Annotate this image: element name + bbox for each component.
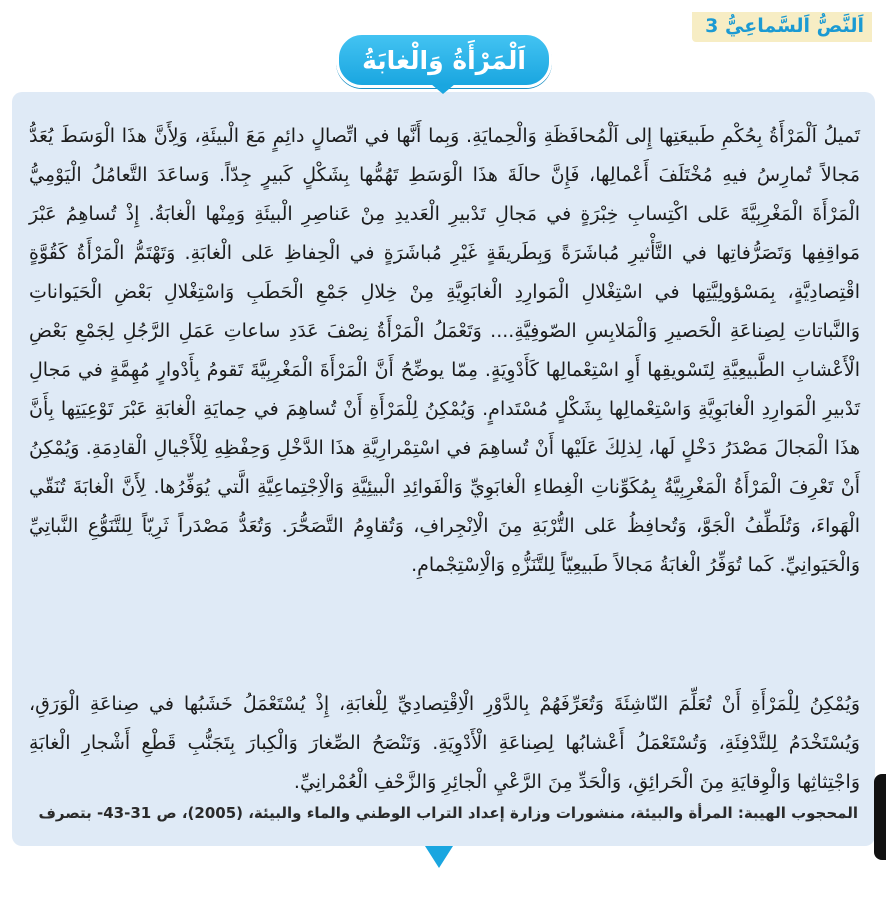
section-label (692, 12, 872, 42)
section-label-text: اَلنَّصُّ اَلسَّماعِيُّ 3 (705, 15, 864, 37)
page-title: اَلْمَرْأَةُ وَالْغابَةُ (362, 45, 526, 75)
title-banner (336, 32, 552, 88)
title-pointer-shape (431, 84, 455, 94)
paragraph-1: تَميلُ اَلْمَرْأَةُ بِحُكْمِ طَبيعَتِها إِلى اَلْمُحافَظَةِ وَالْحِمايَةِ. وَبِما أَنَّها في اتِّصالٍ دائِمٍ مَعَ الْبيئَةِ، وَلِأَنَّ هذَا الْوَسَطَ يُعَدُّ مَجالاً تُمارِسُ فيهِ مُخْتَلَفَ أَعْمالِها، فَإِنَّ حالَةَ هذَا الْوَسَطِ تَهُمُّها بِشَكْلٍ كَبيرٍ جِدّاً. وَساعَدَ التَّعامُلُ الْيَوْمِيُّ الْمَرْأَةَ الْمَغْرِبِيَّةَ عَلى اكْتِسابِ خِبْرَةٍ في مَجالِ تَدْبيرِ الْعَديدِ مِنْ عَناصِرِ الْبيئَةِ وَمِنْها الْغابَةُ. إِذْ تُساهِمُ عَبْرَ مَواقِفِها وَتَصَرُّفاتِها في التَّأْثيرِ مُباشَرَةً وَبِطَريقَةٍ غَيْرِ مُباشَرَةٍ في الْحِفاظِ عَلى الْغابَةِ. وَتَهْتَمُّ الْمَرْأَةُ كَقُوَّةٍ اقْتِصادِيَّةٍ، بِمَسْؤولِيَّتِها في اسْتِغْلالِ الْمَوارِدِ الْغابَوِيَّةِ مِنْ خِلالِ جَمْعِ الْحَطَبِ وَاسْتِغْلالِ بَعْضِ الْحَيَواناتِ وَالنَّباتاتِ لِصِناعَةِ الْحَصيرِ وَالْمَلابِسِ الصّوفِيَّةِ.... وَتَعْمَلُ الْمَرْأَةُ نِصْفَ عَدَدِ ساعاتِ عَمَلِ الرَّجُلِ لِجَمْعِ بَعْضِ الْأَعْشابِ الطَّبيعِيَّةِ لِتَسْويقِها أَوِ اسْتِعْمالِها كَأَدْوِيَةٍ. مِمّا يوضِّحُ أَنَّ الْمَرْأَةَ الْمَغْرِبِيَّةَ تَقومُ بِأَدْوارٍ مُهِمَّةٍ في مَجالِ تَدْبيرِ الْمَوارِدِ الْغابَوِيَّةِ وَاسْتِعْمالِها بِشَكْلٍ مُسْتَدامٍ. وَيُمْكِنُ لِلْمَرْأَةِ أَنْ تُساهِمَ في حِمايَةِ الْغابَةِ عَبْرَ تَوْعِيَتِها بِأَنَّ هذَا الْمَجالَ مَصْدَرُ دَخْلٍ لَها، لِذلِكَ عَلَيْها أَنْ تُساهِمَ في اسْتِمْرارِيَّةِ هذَا الدَّخْلِ وَحِفْظِهِ لِلْأَجْيالِ الْقادِمَةِ. وَيُمْكِنُ أَنْ تَعْرِفَ الْمَرْأَةُ الْمَغْرِبِيَّةُ بِمُكَوِّناتِ الْغِطاءِ الْغابَوِيِّ وَالْفَوائِدِ الْبيئِيَّةِ وَالْاِجْتِماعِيَّةِ الَّتي يُوَفِّرُها. لِأَنَّ الْغابَةَ تُنَقّي الْهَواءَ، وَتُلَطِّفُ الْجَوَّ، وَتُحافِظُ عَلى التُّرْبَةِ مِنَ الْاِنْجِرافِ، وَتُقاوِمُ التَّصَحُّرَ. وَتُعَدُّ مَصْدَراً ثَرِيّاً لِلتَّنَوُّعِ النَّباتِيِّ وَالْحَيَوانِيِّ. كَما تُوَفِّرُ الْغابَةُ مَجالاً طَبيعِيّاً لِلتَّنَزُّهِ وَالْاِسْتِجْمامِ. (29, 125, 860, 576)
page-edge-tab (874, 774, 886, 860)
source-citation: المحجوب الهيبة: المرأة والبيئة، منشورات وزارة إعداد التراب الوطني والماء والبيئة، (2005)، ص 31-43- بتصرف (38, 804, 858, 822)
paragraph-2: وَيُمْكِنُ لِلْمَرْأَةِ أَنْ تُعَلِّمَ النّاشِئَةَ وَتُعَرِّفَهُمْ بِالدَّوْرِ الْاِقْتِصادِيِّ لِلْغابَةِ، إِذْ يُسْتَعْمَلُ خَشَبُها في صِناعَةِ الْوَرَقِ، وَيُسْتَخْدَمُ لِلتَّدْفِئَةِ، وَتُسْتَعْمَلُ أَعْشابُها لِصِناعَةِ الْأَدْوِيَةِ. وَتَنْصَحُ الصِّغارَ وَالْكِبارَ بِتَجَنُّبِ قَطْعِ أَشْجارِ الْغابَةِ وَاجْتِثاثِها وَالْوِقايَةِ مِنَ الْحَرائِقِ، وَالْحَدِّ مِنَ الرَّعْيِ الْجائِرِ وَالزَّحْفِ الْعُمْرانِيِّ. (29, 693, 860, 793)
speech-tail-shape (425, 846, 453, 868)
